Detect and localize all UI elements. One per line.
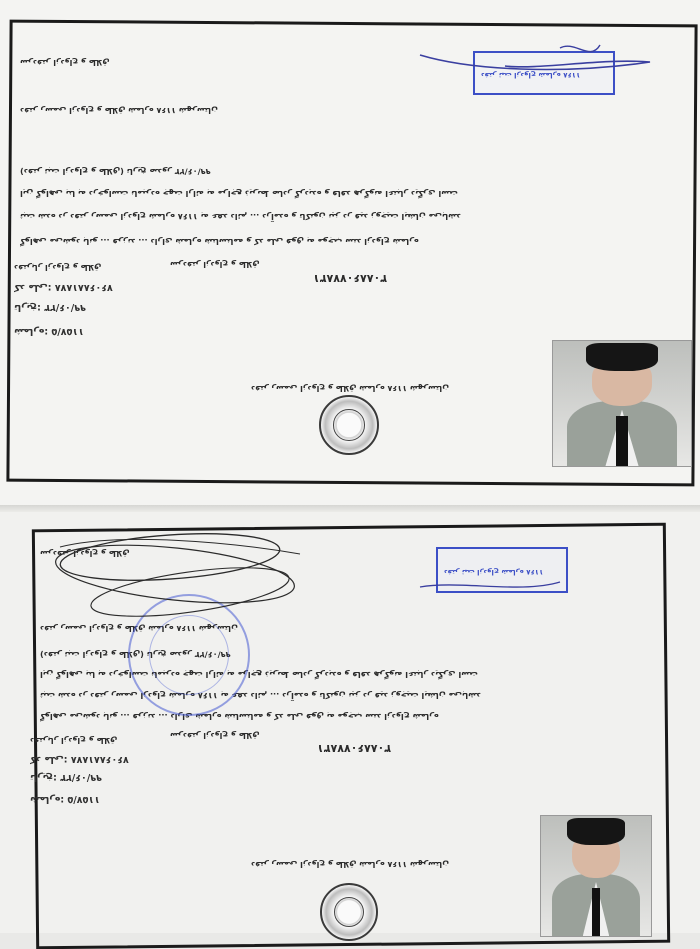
header-line: دفتر رسمی ازدواج و طلاق شماره ۱۱۶۸ شهرستان — [251, 384, 449, 393]
body-paragraph-2: ثبت شده در دفتر رسمی ازدواج شماره ۱۱۶۸ به عقد دائم ... درآمده و تاکنون نیز در قید زوجیت ایشان می‌باشد — [20, 212, 461, 222]
national-id-number: ۳۰۸۸۶۰۷۷۸۳۱ — [317, 742, 391, 755]
id-photo — [552, 340, 692, 467]
body-paragraph-1: گواهی می‌شود بانو ... فرزند ... دارای شماره شناسنامه و کد ملی فوق به موجب سند ازدواج شماره — [40, 712, 439, 722]
header-line: دفتر رسمی ازدواج و طلاق شماره ۱۱۶۸ شهرستان — [251, 860, 449, 869]
blue-stamp — [436, 547, 568, 593]
blue-stamp — [473, 51, 615, 95]
national-id-number: ۳۰۸۸۶۰۷۷۸۳۱ — [313, 272, 387, 285]
footer-right-label: دفتریار ازدواج و طلاق — [14, 263, 102, 272]
registry-line: دفتر رسمی ازدواج و طلاق شماره ۱۱۶۸ شهرستان — [40, 624, 238, 633]
national-emblem-icon — [320, 883, 378, 941]
body-paragraph-1: گواهی می‌شود بانو ... فرزند ... دارای شماره شناسنامه و کد ملی فوق به موجب سند ازدواج شماره — [20, 237, 419, 247]
footer-left-label: سردفتر ازدواج و طلاق — [170, 260, 260, 269]
body-paragraph-4: (دفتر ثبت ازدواج و طلاق) تاریخ صدور ۹۹/۰۶/۲۳ — [40, 650, 231, 660]
issue-date: تاریخ: ۹۹/۰۶/۲۳ — [14, 302, 86, 313]
national-code: کد ملی: ۷۶۰۶۸۸۱۸۷۸ — [30, 754, 129, 765]
serial-number: شماره: ۱۱۵۷/۵ — [14, 326, 84, 337]
stamp-text: دفتر ثبت ازدواج شماره ۱۱۶۸ — [444, 568, 544, 576]
id-photo — [540, 815, 652, 937]
issue-date: تاریخ: ۹۹/۰۶/۲۳ — [30, 772, 102, 783]
body-paragraph-2: ثبت شده در دفتر رسمی ازدواج شماره ۱۱۶۸ به عقد دائم ... درآمده و تاکنون نیز در قید زوجیت ایشان می‌باشد — [40, 691, 481, 701]
footer-left-label: سردفتر ازدواج و طلاق — [170, 731, 260, 740]
round-stamp — [128, 594, 250, 716]
document-content — [0, 512, 700, 933]
registry-line: دفتر رسمی ازدواج و طلاق شماره ۱۱۶۸ شهرستان — [20, 106, 218, 115]
page-fold — [0, 505, 700, 512]
footer-right-label: دفتریار ازدواج و طلاق — [30, 736, 118, 745]
national-code: کد ملی: ۷۶۰۶۸۸۱۸۷۸ — [14, 282, 113, 293]
body-paragraph-4: (دفتر ثبت ازدواج و طلاق) تاریخ صدور ۹۹/۰۶/۲۳ — [20, 167, 211, 177]
serial-number: شماره: ۱۱۵۷/۵ — [30, 794, 100, 805]
body-paragraph-3: این گواهی بنا به درخواست نامبرده جهت ارائه به مراجع ذیربط صادر گردیده و فاقد هرگونه اعتبار دیگری است — [20, 189, 458, 199]
stamp-text: دفتر ثبت ازدواج شماره ۱۱۶۸ — [481, 71, 581, 79]
body-paragraph-3: این گواهی بنا به درخواست نامبرده جهت ارائه به مراجع ذیربط صادر گردیده و فاقد هرگونه اعتبار دیگری است — [40, 670, 478, 680]
registry-footer-line: سردفتر ازدواج و طلاق — [20, 58, 110, 67]
document-copy-bottom — [0, 512, 700, 933]
registry-footer-line: سردفتر ازدواج و طلاق — [40, 549, 130, 558]
national-emblem-icon — [319, 395, 379, 455]
